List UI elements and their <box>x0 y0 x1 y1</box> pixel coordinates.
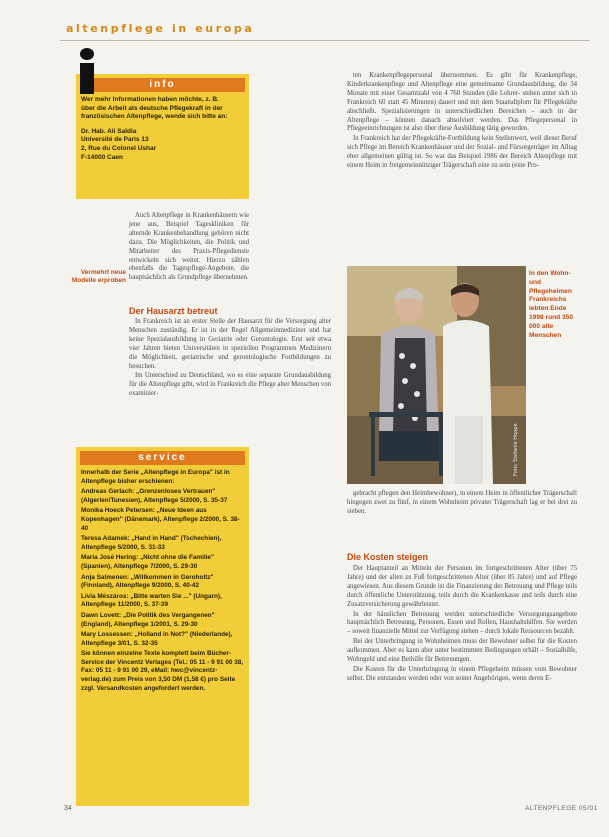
article-body-right-bottom <box>347 565 577 685</box>
info-line: über die Arbeit als deutsche Pflegekraft in der <box>81 104 223 112</box>
article-body-right-mid <box>347 490 577 518</box>
info-box <box>76 74 249 199</box>
service-entry: Mary Lossessen: „Holland in Not?" (Niederlande), Altenpflege 3/01, S. 32-35 <box>81 631 233 647</box>
photo-caption: In den Wohn- und Pflegeheimen Frankreichs lebten Ende 1998 rund 350 000 alte Menschen <box>529 270 573 339</box>
margin-note-line: Vermehrt neue <box>80 269 126 276</box>
info-box-text <box>81 96 246 162</box>
service-box <box>76 447 249 806</box>
photo-caregiver-resident <box>347 266 526 484</box>
article-body-right-top <box>347 72 577 172</box>
headline-hausarzt: Der Hausarzt betreut <box>129 306 218 316</box>
service-entry: Dawn Lovett: „Die Politik des Vergangenen" (England), Altenpflege 1/2001, S. 29-30 <box>81 611 215 628</box>
info-line: Wer mehr Informationen haben möchte, z. B. <box>81 96 219 103</box>
info-contact-line: 2, Rue du Colonel Ushar <box>81 144 157 152</box>
intro-text: Auch Altenpflege in Krankenhäusern wie jene aus, Beispiel Tageskliniken für alternde Krankenbehandlung gehören nicht dazu. Die Möglichkeiten, die Politik und Mitarbeiter des Praxis-Pflegedienste entwickeln sich weiter. Hierzu zählen ebenfalls die Tagespflege-Angebote, die hauptsächlich als Grundpflege übernehmen. <box>129 212 249 282</box>
body-paragraph: Im Unterschied zu Deutschland, wo es eine separate Grundausbildung für die Altenpflege gibt, wird in Frankreich die Pflege alter Menschen von examinier- <box>129 372 331 398</box>
body-paragraph: gebracht pflegen den Heimbewohner), in einem Heim in öffentlicher Trägerschaft hingegen zwei zu fünf, in einem Wohnheim privater Trägerschaft lag er bei drei zu sieben. <box>347 490 577 515</box>
info-line: französischen Altenpflege, wende sich bitte an: <box>81 113 228 121</box>
body-paragraph: Der Hauptanteil an Mitteln der Personen im fortgeschrittenen Alter (über 75 Jahre) und der alten zu Fuß fortgeschrittenen Alter (über 85 Jahre) und auf Pflege angewiesen. Aus diesem Grunde ist die Finanzierung der Betreuung und Pflege teils durch öffentliche Unterstützung, teils durch die Krankenkasse und teils durch eine Zusatzversicherung gewährleistet. <box>347 565 577 608</box>
page-number: 34 <box>64 805 72 812</box>
info-icon <box>76 48 98 94</box>
body-paragraph: In Frankreich hat der Pflegekräfte-Fortbildung kein Stellenwert, weil dieser Beruf sich Pflege im Bereich Krankenhäuser und der Sozial- und Fürsorgeträger im Alltag eher allgemeinen gültig ist. So war das Beispiel 1986 der Bereich Altenpflege mit einem Heim in freigemeinnütziger Trägerschaft eine zu sein (eine Pro- <box>347 135 577 170</box>
service-entry: Anja Salmenen: „Willkommen in Geroholtz" (Finnland), Altenpflege 9/2000, S. 40-42 <box>81 573 214 590</box>
info-contact-line: Université de Paris 13 <box>81 136 149 144</box>
margin-note-line: Modelle erproben <box>71 277 126 285</box>
body-paragraph: Bei der Unterbringung in Wohnheimen muss der Bewohner selbst für die Kosten aufkommen. Aber es kann aber unter bestimmten Bedingungen erhält – Sozialhilfe, Wohngeld und eine Beihilfe für Betreuungen. <box>347 638 577 664</box>
header-divider <box>60 40 590 41</box>
photo-illustration <box>347 266 526 484</box>
body-paragraph: ten Krankenpflegepersonal übernommen. Es gibt für Krankenpflege, Kinderkrankenpflege und Altenpflege eine gemeinsame Grundausbildung, die 34 Monate mit einer Gesamtzahl von 4 760 Stunden (die Lehrer- stehen unter sich in Frankreich 60 statt 45 Minuten) dauert und mit dem Staatsdiplom für Pflegekräfte abschließt. Spezialisierungen in unterschiedlichen Bereichen – auch in der Altenpflege – können danach absolviert werden. Das Pflegepersonal in Pflegeeinrichtungen ist also über diese Ausbildung tätig geworden. <box>347 72 577 133</box>
service-entry: Teresa Adamek: „Hand in Hand" (Tschechien), Altenpflege 5/2000, S. 31-33 <box>81 535 222 551</box>
article-body-left <box>129 318 331 400</box>
photo-credit: Foto: Stefanie Hoppe <box>513 423 519 476</box>
info-contact-name: Dr. Hab. Ali Saïdia <box>81 127 137 135</box>
body-paragraph: In der häuslichen Betreuung werden unterschiedliche Versorgungsangebote hauptsächlich Betreuung, Personen, Essen und Rollen, Haushaltshilfen. Sie werden – soweit finanzielle Mittel zur Verfügung stehen – durch lokale Ressourcen bezahlt. <box>347 610 577 636</box>
service-list <box>81 469 245 695</box>
service-entry: Lívia Mészáros: „Bitte warten Sie ..." (Ungarn), Altenpflege 11/2000, S. 37-39 <box>81 592 222 609</box>
service-intro: Innerhalb der Serie „Altenpflege in Europa" ist in Altenpflege bisher erschienen: <box>81 469 230 485</box>
body-paragraph: In Frankreich ist an erster Stelle der Hausarzt für die Versorgung alter Menschen zuständig. Er ist in der Regel Allgemeinmediziner und hat keine Spezialausbildung in Geriatrie oder Gerontologie. Erst seit etwa vier Jahren bieten Universitäten in speziellen Programmen Medizinern die Möglichkeit, geriatrische und gerontologische Fortbildungen zu besuchen. <box>129 318 331 370</box>
body-paragraph: Die Kosten für die Unterbringung in einem Pflegeheim müssen vom Bewohner selbst. Die entstanden werden oder von seiner Angehörigen, wenn deren E- <box>347 665 577 682</box>
info-contact-line: F-14000 Caen <box>81 153 123 161</box>
service-entry: Andreas Gerlach: „Grenzenloses Vertrauen" (Algerien/Tunesien), Altenpflege 5/2000, S. 35-37 <box>81 488 228 504</box>
headline-kosten: Die Kosten steigen <box>347 552 429 562</box>
intro-paragraph <box>129 212 249 284</box>
service-entry: Maria José Hering: „Nicht ohne die Familie" (Spanien), Altenpflege 7/2000, S. 29-30 <box>81 554 215 570</box>
journal-issue: ALTENPFLEGE 05/01 <box>525 805 598 812</box>
margin-note <box>66 269 126 286</box>
service-order-note: Sie können einzelne Texte komplett beim Bücher-Service der Vincentz Verlages (Tel.: 05 11 - 9 91 00 38, Fax: 05 11 - 9 91 00 29, eMail: hwc@vincentz-verlag.de) zum Preis von 3,50 DM (1,58 €) pro Seite zzgl. Versandkosten angefordert werden. <box>81 650 244 692</box>
section-header: altenpflege in europa <box>66 22 255 35</box>
service-box-title: service <box>80 451 245 465</box>
service-entry: Monika Hoeck Petersen: „Neue Ideen aus Kopenhagen" (Dänemark), Altenpflege 2/2000, S. 38-40 <box>81 507 240 532</box>
info-box-title: info <box>80 78 245 92</box>
